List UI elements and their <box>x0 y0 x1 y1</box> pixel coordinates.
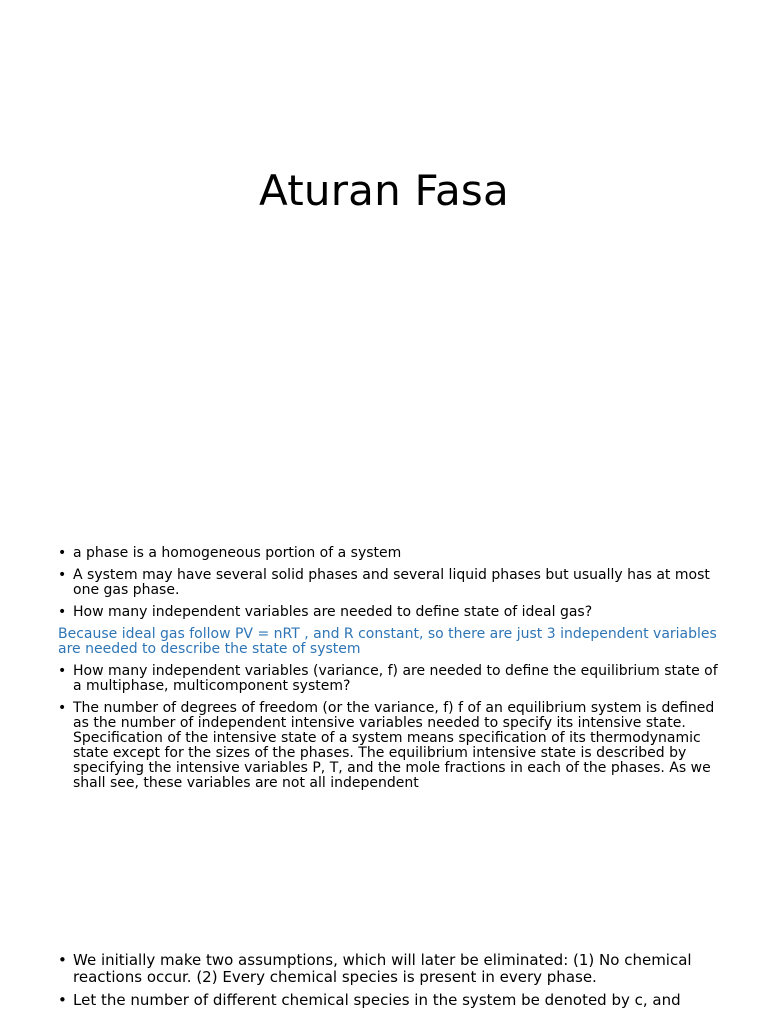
bullet-icon: • <box>58 700 67 716</box>
list-item <box>58 664 722 694</box>
bullet-text: A system may have several solid phases and several liquid phases but usually has at most one gas phase. <box>73 567 710 598</box>
slide-content <box>0 480 768 930</box>
bullet-text: How many independent variables are needed to define state of ideal gas? <box>73 604 593 620</box>
bullet-icon: • <box>58 567 67 583</box>
slide-title-text: Aturan Fasa <box>259 166 509 215</box>
bullet-icon: • <box>58 951 67 969</box>
bullet-icon: • <box>58 991 67 1009</box>
highlighted-note <box>58 627 722 657</box>
list-item <box>58 952 722 986</box>
bullet-list <box>58 952 722 1015</box>
slide-title <box>0 0 768 480</box>
bullet-icon: • <box>58 663 67 679</box>
bullet-text: We initially make two assumptions, which will later be eliminated: (1) No chemical reactions occur. (2) Every chemical species is present in every phase. <box>73 951 692 986</box>
bullet-text: Let the number of different chemical species in the system be denoted by c, and <box>73 991 681 1009</box>
list-item <box>58 568 722 598</box>
list-item <box>58 546 722 561</box>
bullet-text: The number of degrees of freedom (or the variance, f) f of an equilibrium system is defined as the number of independent intensive variables needed to specify its intensive state. Specification of the intensive state of a system means specification of its thermodynamic state except for the sizes of the phases. The equilibrium intensive state is described by specifying the intensive variables P, T, and the mole fractions in each of the phases. As we shall see, these variables are not all independent <box>73 700 715 791</box>
note-text: Because ideal gas follow PV = nRT , and R constant, so there are just 3 independent variables are needed to describe the state of system <box>58 626 717 657</box>
list-item <box>58 701 722 791</box>
list-item <box>58 605 722 620</box>
bullet-list <box>58 546 722 798</box>
list-item <box>58 992 722 1009</box>
bullet-text: a phase is a homogeneous portion of a system <box>73 545 402 561</box>
bullet-icon: • <box>58 545 67 561</box>
slide-continued <box>0 930 768 1024</box>
bullet-text: How many independent variables (variance, f) are needed to define the equilibrium state of a multiphase, multicomponent system? <box>73 663 718 694</box>
bullet-icon: • <box>58 604 67 620</box>
